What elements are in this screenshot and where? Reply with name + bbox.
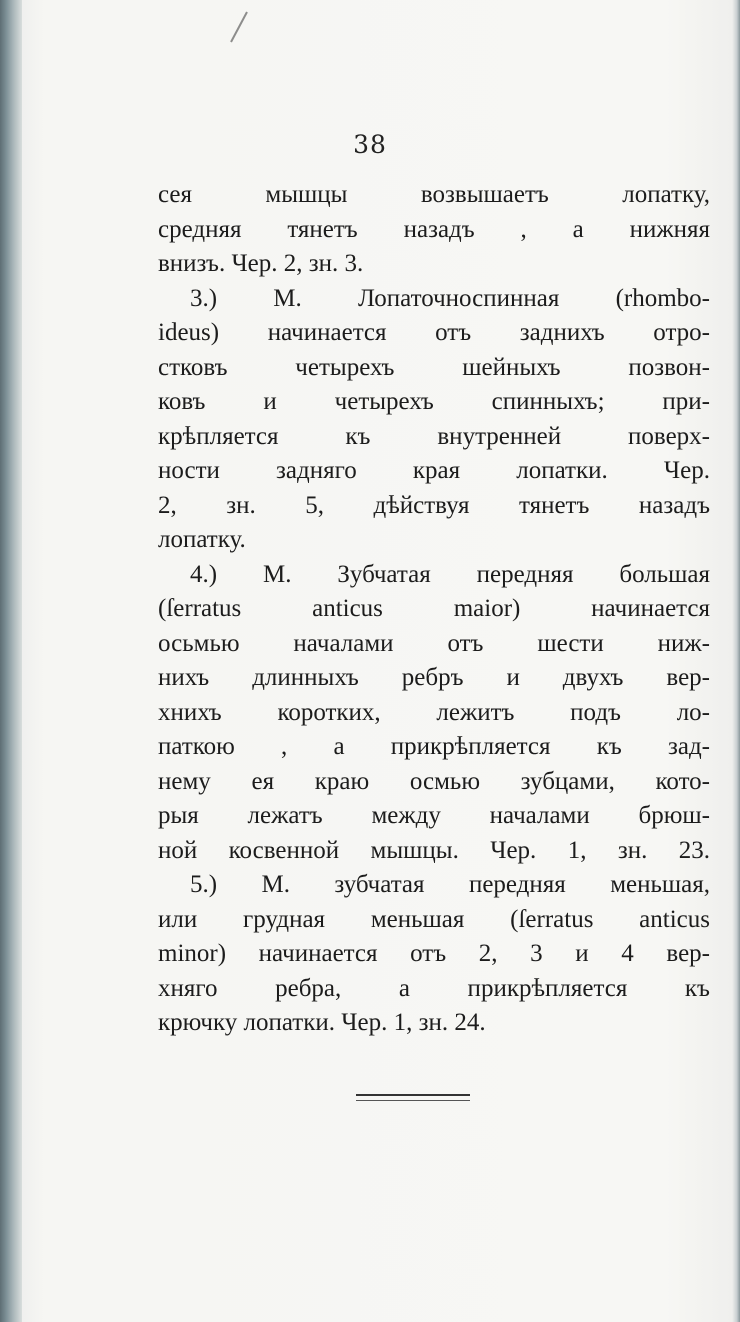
text-line: minor) начинается отъ 2, 3 и 4 вер- <box>158 940 710 967</box>
page-binding-edge <box>0 0 22 1322</box>
pencil-mark <box>230 12 248 43</box>
text-line: рыя лежатъ между началами брюш- <box>158 802 710 829</box>
text-line: внизъ. Чер. 2, зн. 3. <box>158 250 364 277</box>
text-line: или грудная меньшая (ſerratus anticus <box>158 905 710 933</box>
text-line: 4.) М. Зубчатая передняя большая <box>190 560 710 588</box>
text-line: 3.) М. Лопаточноспинная (rhombo- <box>190 284 710 312</box>
text-line: 5.) М. зубчатая передняя меньшая, <box>190 871 710 898</box>
text-line: средняя тянетъ назадъ , а нижняя <box>158 215 710 243</box>
text-line: сея мышцы возвышаетъ лопатку, <box>158 181 710 208</box>
text-line: крѣпляется къ внутренней поверх- <box>158 422 710 450</box>
text-line: паткою , а прикрѣпляется къ зад- <box>158 733 710 760</box>
text-line: хнихъ коротких, лежитъ подъ ло- <box>158 698 710 726</box>
text-line: нему ея краю осмью зубцами, кото- <box>158 767 710 795</box>
text-line: лопатку. <box>158 526 246 553</box>
body-text <box>158 178 710 1041</box>
page-number: 38 <box>353 130 387 159</box>
text-line: стковъ четырехъ шейныхъ позвон- <box>158 353 710 381</box>
text-line: крючку лопатки. Чер. 1, зн. 24. <box>158 1009 486 1036</box>
text-line: 2, зн. 5, дѣйствуя тянетъ назадъ <box>158 491 710 519</box>
text-line: нихъ длинныхъ ребръ и двухъ вер- <box>158 664 710 691</box>
text-line: ковъ и четырехъ спинныхъ; при- <box>158 388 710 415</box>
section-divider <box>356 1094 470 1101</box>
text-line: ideus) начинается отъ заднихъ отро- <box>158 319 710 346</box>
text-line: (ſerratus anticus maior) начинается <box>158 595 710 622</box>
text-line: осьмью началами отъ шести ниж- <box>158 629 710 657</box>
text-line: хняго ребра, а прикрѣпляется къ <box>158 974 710 1002</box>
text-line: ной косвенной мышцы. Чер. 1, зн. 23. <box>158 836 710 864</box>
page-right-edge <box>732 0 740 1322</box>
text-line: ности задняго края лопатки. Чер. <box>158 457 710 484</box>
